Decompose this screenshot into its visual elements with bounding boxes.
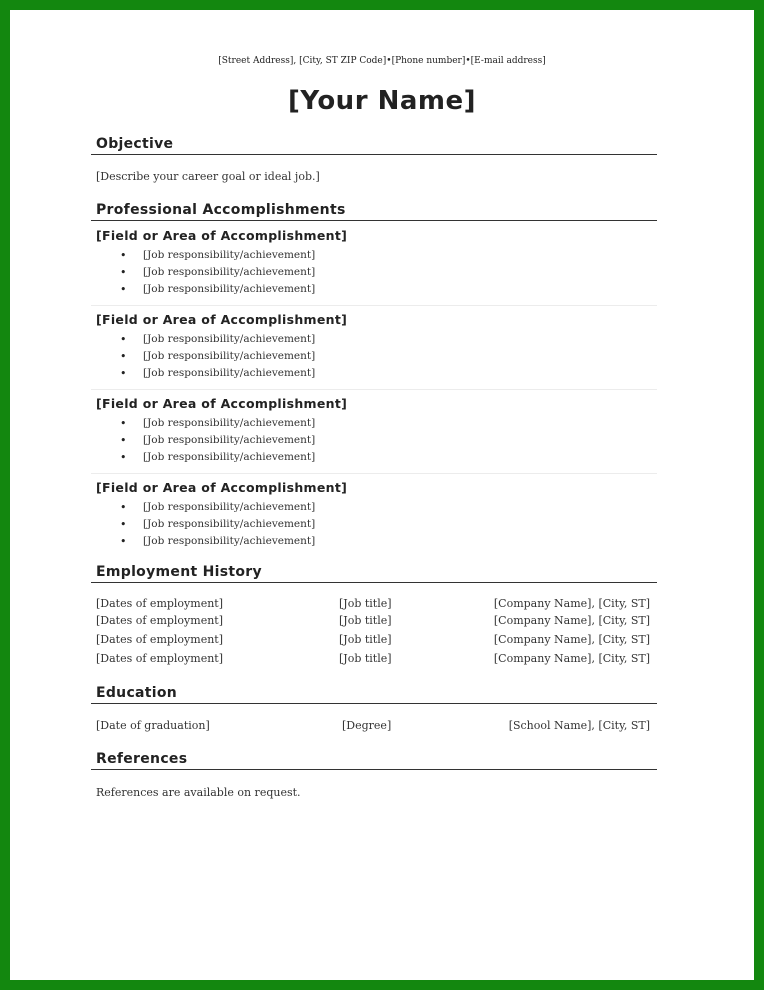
accomplishment-list [10, 415, 315, 466]
section-title-employment: Employment History [96, 564, 262, 580]
employment-job-title: [Job title] [339, 597, 392, 610]
employment-dates: [Dates of employment] [96, 652, 224, 665]
list-item: • [Job responsibility/achievement] [10, 533, 315, 550]
school: [School Name], [City, ST] [508, 719, 650, 732]
contact-line: [Street Address], [City, ST ZIP Code]•[Phone number]•[E-mail address] [218, 56, 546, 66]
section-divider [91, 703, 657, 704]
accomplishment-list [10, 247, 315, 298]
resume-name: [Your Name] [288, 86, 476, 116]
list-item: • [Job responsibility/achievement] [10, 365, 315, 382]
list-item: • [Job responsibility/achievement] [10, 516, 315, 533]
accomplishment-field: [Field or Area of Accomplishment] [96, 480, 348, 495]
table-row [96, 614, 650, 632]
degree: [Degree] [342, 719, 392, 732]
table-row [96, 719, 650, 737]
list-item: • [Job responsibility/achievement] [10, 281, 315, 298]
accomplishment-field: [Field or Area of Accomplishment] [96, 396, 348, 411]
employment-dates: [Dates of employment] [96, 597, 224, 610]
table-row [96, 652, 650, 670]
list-item: • [Job responsibility/achievement] [10, 432, 315, 449]
employment-job-title: [Job title] [339, 652, 392, 665]
section-divider [91, 769, 657, 770]
list-item: • [Job responsibility/achievement] [10, 449, 315, 466]
resume-page [10, 10, 754, 980]
employment-company: [Company Name], [City, ST] [493, 614, 650, 627]
section-divider [91, 220, 657, 221]
list-item: • [Job responsibility/achievement] [10, 331, 315, 348]
employment-job-title: [Job title] [339, 633, 392, 646]
accomplishment-field: [Field or Area of Accomplishment] [96, 228, 348, 243]
list-item: • [Job responsibility/achievement] [10, 415, 315, 432]
employment-dates: [Dates of employment] [96, 633, 224, 646]
employment-company: [Company Name], [City, ST] [493, 633, 650, 646]
list-item: • [Job responsibility/achievement] [10, 499, 315, 516]
references-text: References are available on request. [96, 786, 301, 799]
employment-company: [Company Name], [City, ST] [493, 652, 650, 665]
list-item: • [Job responsibility/achievement] [10, 247, 315, 264]
group-divider [91, 389, 657, 390]
employment-company: [Company Name], [City, ST] [493, 597, 650, 610]
table-row [96, 633, 650, 651]
employment-dates: [Dates of employment] [96, 614, 224, 627]
table-row [96, 597, 650, 615]
graduation-date: [Date of graduation] [96, 719, 210, 732]
section-title-objective: Objective [96, 136, 174, 152]
accomplishment-list [10, 499, 315, 550]
section-divider [91, 582, 657, 583]
list-item: • [Job responsibility/achievement] [10, 264, 315, 281]
group-divider [91, 305, 657, 306]
group-divider [91, 473, 657, 474]
employment-job-title: [Job title] [339, 614, 392, 627]
list-item: • [Job responsibility/achievement] [10, 348, 315, 365]
section-title-education: Education [96, 685, 178, 701]
section-title-references: References [96, 751, 188, 767]
section-divider [91, 154, 657, 155]
accomplishment-list [10, 331, 315, 382]
objective-text: [Describe your career goal or ideal job.] [96, 170, 320, 183]
accomplishment-field: [Field or Area of Accomplishment] [96, 312, 348, 327]
section-title-accomplishments: Professional Accomplishments [96, 202, 346, 218]
